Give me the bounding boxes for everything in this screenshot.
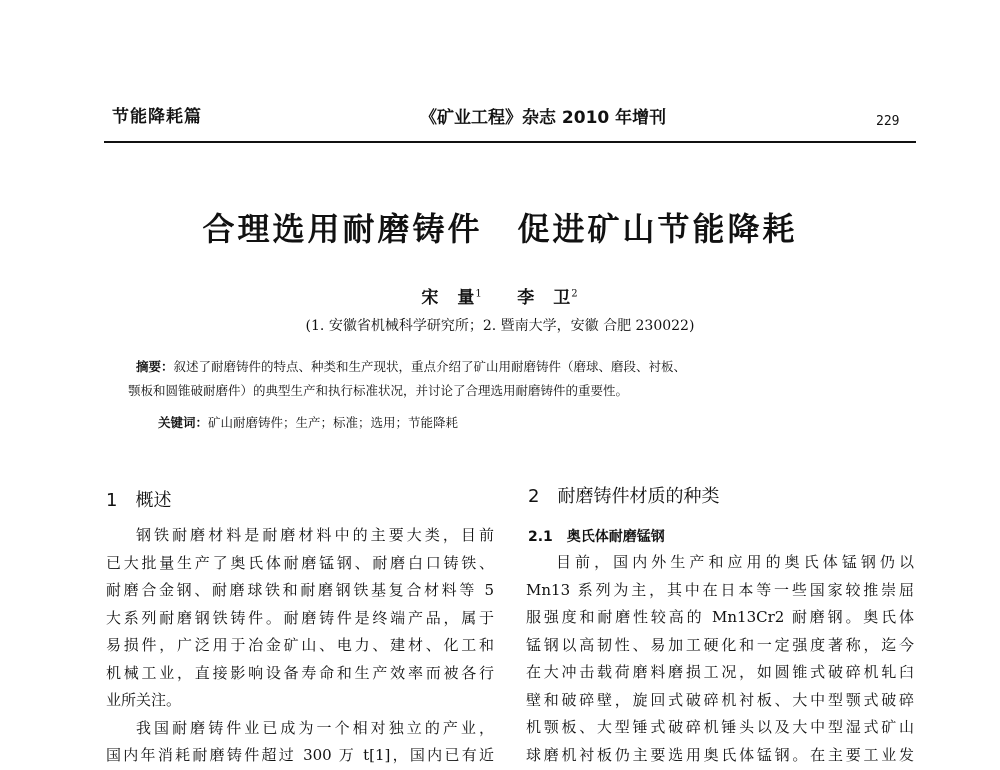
author-list xyxy=(0,283,1000,308)
body-line: 壁和破碎壁，旋回式破碎机衬板、大中型颚式破碎 xyxy=(526,690,914,709)
running-header-journal: 《矿业工程》杂志 2010 年增刊 xyxy=(420,108,667,128)
body-line: 耐磨合金钢、耐磨球铁和耐磨钢铁基复合材料等 5 xyxy=(106,581,494,599)
author-affiliation-mark: 2 xyxy=(571,288,579,300)
body-line: 已大批量生产了奥氏体耐磨锰钢、耐磨白口铸铁、 xyxy=(106,553,494,572)
body-line: 球磨机衬板仍主要选用奥氏体锰钢。在主要工业发 xyxy=(526,745,914,764)
body-line: 锰钢以高韧性、易加工硬化和一定强度著称，迄今 xyxy=(526,635,914,654)
body-line: 钢铁耐磨材料是耐磨材料中的主要大类，目前 xyxy=(136,526,494,544)
body-line: 在大冲击载荷磨料磨损工况，如圆锥式破碎机轧臼 xyxy=(526,663,914,681)
page-number: 229 xyxy=(876,114,900,129)
body-line: 大系列耐磨钢铁铸件。耐磨铸件是终端产品，属于 xyxy=(106,608,494,627)
keywords xyxy=(158,413,458,431)
abstract-text: 颚板和圆锥破耐磨件）的典型生产和执行标准状况，并讨论了合理选用耐磨铸件的重要性。 xyxy=(128,383,629,398)
subsection-heading: 2.1 奥氏体耐磨锰钢 xyxy=(528,529,665,545)
body-line: 业所关注。 xyxy=(106,691,182,709)
abstract-label: 摘要： xyxy=(136,359,174,374)
body-line: 我国耐磨铸件业已成为一个相对独立的产业， xyxy=(136,718,494,737)
abstract-text: 叙述了耐磨铸件的特点、种类和生产现状，重点介绍了矿山用耐磨铸件（磨球、磨段、衬板、 xyxy=(173,359,687,374)
section-heading: 1 概述 xyxy=(106,490,172,511)
affiliation: (1. 安徽省机械科学研究所；2. 暨南大学，安徽 合肥 230022) xyxy=(305,318,695,334)
keywords-text: 矿山耐磨铸件；生产；标准；选用；节能降耗 xyxy=(208,415,459,430)
keywords-label: 关键词： xyxy=(158,415,209,430)
paper-title: 合理选用耐磨铸件 促进矿山节能降耗 xyxy=(202,210,798,248)
section-1-body xyxy=(106,522,494,770)
body-line: 目前，国内外生产和应用的奥氏体锰钢仍以 xyxy=(556,553,914,571)
body-line: 机械工业，直接影响设备寿命和生产效率而被各行 xyxy=(106,663,494,682)
body-line: 易损件，广泛用于冶金矿山、电力、建材、化工和 xyxy=(106,636,494,654)
section-2-body xyxy=(526,549,914,769)
body-line: 服强度和耐磨性较高的 Mn13Cr2 耐磨钢。奥氏体 xyxy=(526,608,914,626)
author-name: 宋 量 xyxy=(421,288,476,308)
running-header-section: 节能降耗篇 xyxy=(112,107,202,127)
body-line: 国内年消耗耐磨铸件超过 300 万 t[1]，国内已有近 xyxy=(106,746,494,764)
section-heading: 2 耐磨铸件材质的种类 xyxy=(528,486,720,507)
author-affiliation-mark: 1 xyxy=(475,288,483,300)
header-rule xyxy=(104,141,916,143)
body-line: Mn13 系列为主，其中在日本等一些国家较推崇屈 xyxy=(526,580,914,599)
abstract xyxy=(128,355,896,403)
author-name: 李 卫 xyxy=(517,288,572,308)
body-line: 机颚板、大型锤式破碎机锤头以及大中型湿式矿山 xyxy=(526,718,914,736)
